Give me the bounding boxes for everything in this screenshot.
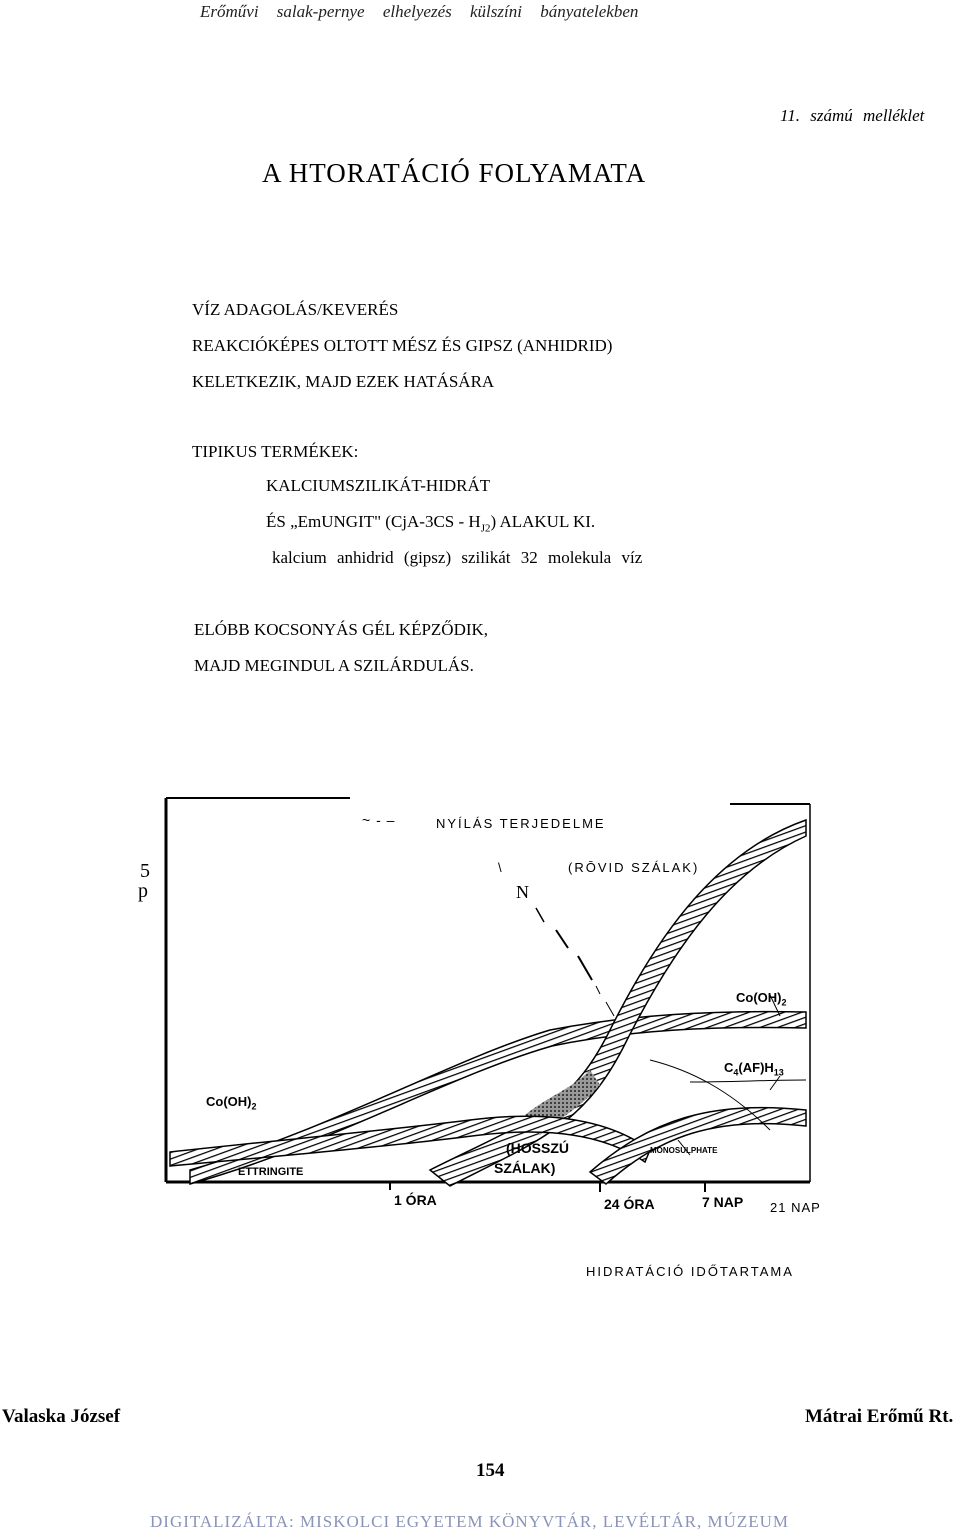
dash-mark: [556, 930, 568, 948]
n-label: N: [516, 882, 529, 902]
dash-mark: [596, 986, 600, 994]
text-line: KALCIUMSZILIKÁT-HIDRÁT: [266, 476, 491, 495]
c4af-c: C: [724, 1060, 734, 1075]
slash-mark: \: [498, 860, 502, 875]
caoh2-left-label: [206, 1094, 257, 1112]
c4afh13-curve-b: [690, 1080, 806, 1082]
long-fibers-label-1: (HOSSZÚ: [506, 1140, 569, 1156]
page-number: 154: [476, 1460, 505, 1481]
digitization-watermark: DIGITALIZÁLTA: MISKOLCI EGYETEM KÖNYVTÁR, LEVÉLTÁR, MÚZEUM: [150, 1512, 790, 1531]
ettringite-band: [170, 1116, 650, 1166]
tick-label-21d: 21 NAP: [770, 1200, 821, 1215]
caoh2-right-label: [736, 990, 787, 1008]
page-title: A HTORATÁCIÓ FOLYAMATA: [262, 158, 647, 188]
short-fibers-label: (RŌVID SZÁLAK): [568, 860, 700, 875]
text-line: MAJD MEGINDUL A SZILÁRDULÁS.: [194, 656, 474, 675]
formula-line: [266, 512, 595, 534]
caoh2-text: Co(OH): [736, 990, 782, 1005]
tick-label-1h: 1 ÓRA: [394, 1192, 437, 1208]
tick-label-7d: 7 NAP: [702, 1194, 744, 1210]
caoh2-left-text: Co(OH): [206, 1094, 252, 1109]
dash-mark: [606, 1002, 614, 1016]
ettringite-label: ETTRINGITE: [238, 1166, 304, 1178]
text-line: TIPIKUS TERMÉKEK:: [192, 442, 359, 461]
annex-label: 11. számú melléklet: [780, 106, 925, 125]
hydration-diagram: [130, 790, 850, 1310]
c4af-sub: 4: [733, 1067, 739, 1078]
formula-subscript: J2: [480, 522, 491, 535]
c4af-sub2: 13: [773, 1067, 784, 1078]
formula-legend: kalcium anhidrid (gipsz) szilikát 32 molekula víz: [272, 548, 643, 567]
text-line: REAKCIÓKÉPES OLTOTT MÉSZ ÉS GIPSZ (ANHIDRID): [192, 336, 613, 355]
dash-mark: [578, 956, 592, 980]
leader-c4afh13: [770, 1076, 780, 1090]
text-line: VÍZ ADAGOLÁS/KEVERÉS: [192, 300, 399, 319]
running-header: Erőművi salak-pernye elhelyezés külszíni bányatelekben: [200, 2, 639, 21]
left-mark-5: 5: [140, 860, 150, 882]
c4afh13-label: [724, 1060, 784, 1078]
diagram-svg: [130, 790, 850, 1310]
formula-prefix: ÉS „EmUNGIT" (CjA-3CS - H: [266, 512, 481, 531]
caoh2-sub: 2: [781, 997, 787, 1008]
footer-company: Mátrai Erőmű Rt.: [805, 1406, 954, 1427]
left-mark-p: p: [138, 880, 148, 902]
monosulphate-label: MONOSULPHATE: [650, 1146, 718, 1155]
text-line: ELÓBB KOCSONYÁS GÉL KÉPZŐDIK,: [194, 620, 489, 639]
dash-mark: [536, 908, 544, 922]
legend-label: NYÍLÁS TERJEDELME: [436, 816, 606, 831]
footer-author: Valaska József: [2, 1406, 121, 1427]
x-axis-label: HIDRATÁCIÓ IDŐTARTAMA: [586, 1264, 794, 1279]
caoh2-left-sub: 2: [251, 1101, 257, 1112]
legend-dash: ~ - –: [362, 812, 396, 828]
c4af-mid: (AF)H: [738, 1060, 774, 1075]
formula-suffix: ) ALAKUL KI.: [490, 512, 596, 531]
tick-label-24h: 24 ÓRA: [604, 1196, 655, 1212]
long-fibers-label-2: SZÁLAK): [494, 1160, 556, 1176]
text-line: KELETKEZIK, MAJD EZEK HATÁSÁRA: [192, 372, 495, 391]
